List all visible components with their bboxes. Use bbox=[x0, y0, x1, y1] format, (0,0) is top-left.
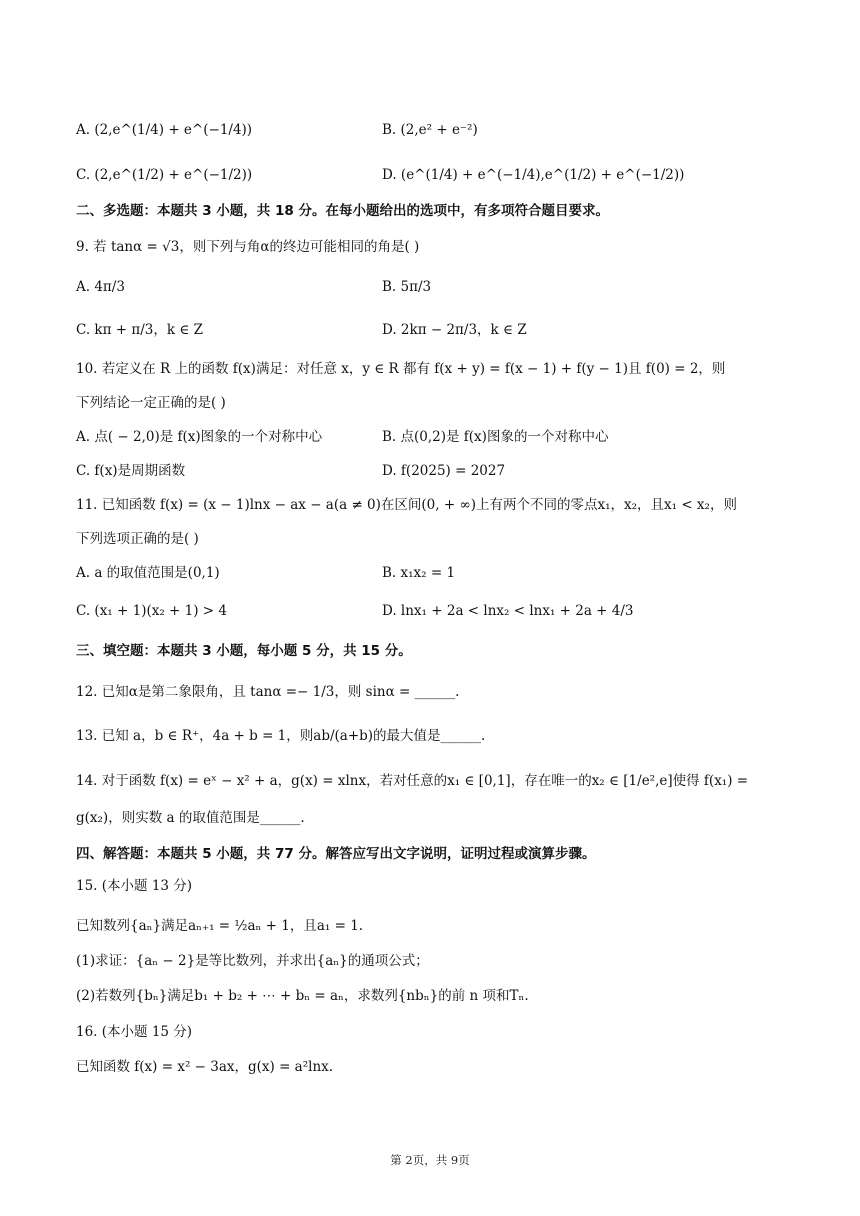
q15-part-1: (1)求证：{aₙ − 2}是等比数列，并求出{aₙ}的通项公式； bbox=[76, 953, 429, 969]
q12-stem: 12. 已知α是第二象限角，且 tanα =− 1/3，则 sinα = ______. bbox=[76, 684, 460, 700]
section-2-heading: 二、多选题：本题共 3 小题，共 18 分。在每小题给出的选项中，有多项符合题目要求。 bbox=[76, 203, 609, 219]
q10-option-d: D. f(2025) = 2027 bbox=[382, 463, 506, 479]
q8-option-b: B. (2,e² + e⁻²) bbox=[382, 122, 478, 138]
q9-option-a: A. 4π/3 bbox=[76, 279, 125, 295]
q15-heading: 15. (本小题 13 分) bbox=[76, 878, 193, 894]
q10-stem-line1: 10. 若定义在 R 上的函数 f(x)满足：对任意 x，y ∈ R 都有 f(x + y) = f(x − 1) + f(y − 1)且 f(0) = 2，则 bbox=[76, 361, 726, 377]
q16-stem: 已知函数 f(x) = x² − 3ax，g(x) = a²lnx. bbox=[76, 1059, 334, 1075]
q10-option-c: C. f(x)是周期函数 bbox=[76, 463, 186, 479]
q14-stem-line2: g(x₂)，则实数 a 的取值范围是______. bbox=[76, 810, 305, 826]
q9-stem: 9. 若 tanα = √3，则下列与角α的终边可能相同的角是( ) bbox=[76, 239, 420, 255]
q10-stem-line2: 下列结论一定正确的是( ) bbox=[76, 395, 226, 411]
q9-option-d: D. 2kπ − 2π/3，k ∈ Z bbox=[382, 322, 527, 338]
section-3-heading: 三、填空题：本题共 3 小题，每小题 5 分，共 15 分。 bbox=[76, 643, 412, 659]
page-footer: 第 2页，共 9页 bbox=[390, 1153, 470, 1167]
q11-option-d: D. lnx₁ + 2a < lnx₂ < lnx₁ + 2a + 4/3 bbox=[382, 603, 634, 619]
q9-option-b: B. 5π/3 bbox=[382, 279, 432, 295]
q9-option-c: C. kπ + π/3，k ∈ Z bbox=[76, 322, 204, 338]
q16-heading: 16. (本小题 15 分) bbox=[76, 1024, 193, 1040]
q8-option-d: D. (e^(1/4) + e^(−1/4),e^(1/2) + e^(−1/2)) bbox=[382, 167, 685, 183]
q10-option-b: B. 点(0,2)是 f(x)图象的一个对称中心 bbox=[382, 429, 609, 445]
q8-option-c: C. (2,e^(1/2) + e^(−1/2)) bbox=[76, 167, 253, 183]
q15-stem: 已知数列{aₙ}满足aₙ₊₁ = ½aₙ + 1，且a₁ = 1. bbox=[76, 918, 364, 934]
q11-option-c: C. (x₁ + 1)(x₂ + 1) > 4 bbox=[76, 603, 227, 619]
q8-option-a: A. (2,e^(1/4) + e^(−1/4)) bbox=[76, 122, 253, 138]
q11-stem-line1: 11. 已知函数 f(x) = (x − 1)lnx − ax − a(a ≠ 0)在区间(0, + ∞)上有两个不同的零点x₁，x₂，且x₁ < x₂，则 bbox=[76, 497, 737, 513]
q10-option-a: A. 点( − 2,0)是 f(x)图象的一个对称中心 bbox=[76, 429, 323, 445]
section-4-heading: 四、解答题：本题共 5 小题，共 77 分。解答应写出文字说明，证明过程或演算步骤。 bbox=[76, 846, 596, 862]
q11-stem-line2: 下列选项正确的是( ) bbox=[76, 531, 199, 547]
q11-option-a: A. a 的取值范围是(0,1) bbox=[76, 565, 220, 581]
q14-stem-line1: 14. 对于函数 f(x) = eˣ − x² + a，g(x) = xlnx，若对任意的x₁ ∈ [0,1]，存在唯一的x₂ ∈ [1/e²,e]使得 f(x₁) = bbox=[76, 773, 749, 789]
q15-part-2: (2)若数列{bₙ}满足b₁ + b₂ + ⋯ + bₙ = aₙ，求数列{nbₙ}的前 n 项和Tₙ. bbox=[76, 988, 529, 1004]
q11-option-b: B. x₁x₂ = 1 bbox=[382, 565, 456, 581]
q13-stem: 13. 已知 a，b ∈ R⁺，4a + b = 1，则ab/(a+b)的最大值是______. bbox=[76, 728, 486, 744]
